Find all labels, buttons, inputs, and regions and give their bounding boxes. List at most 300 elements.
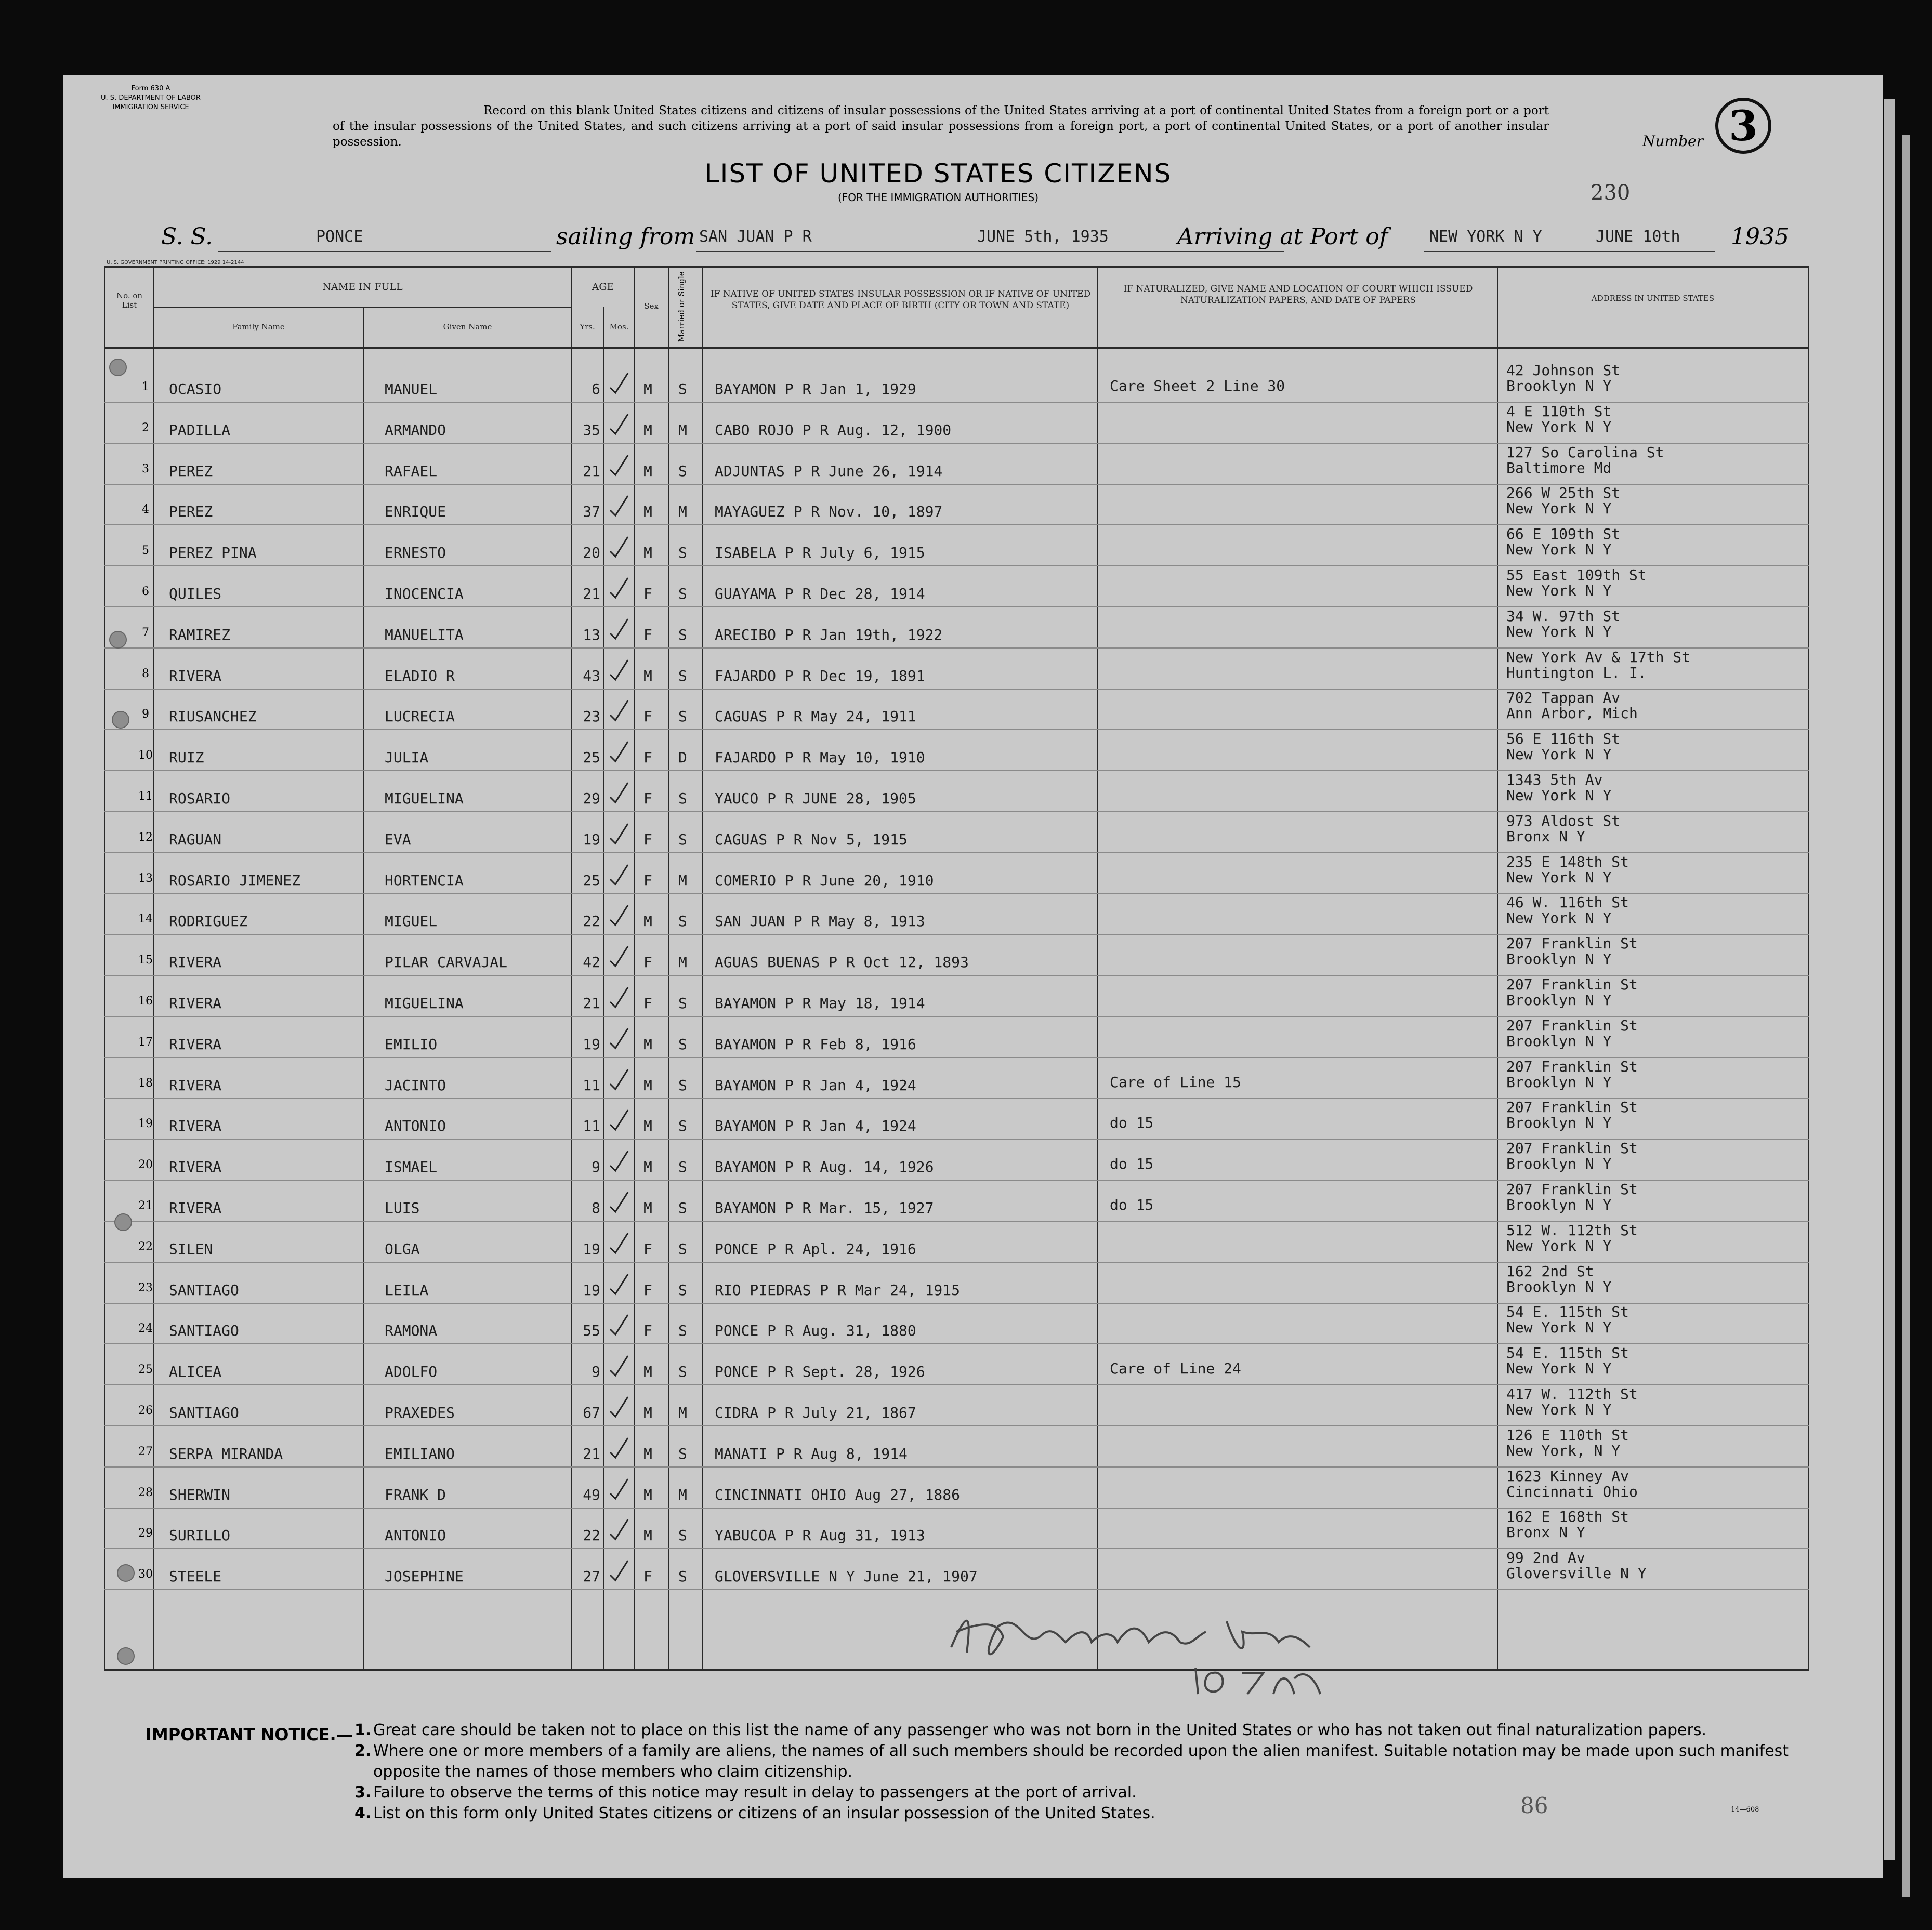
marital-status: S	[678, 1527, 687, 1544]
address-line-2: Brooklyn N Y	[1506, 377, 1612, 394]
family-name: SURILLO	[169, 1527, 231, 1544]
address-line-1: 1623 Kinney Av	[1506, 1467, 1629, 1485]
birth-place-date: ISABELA P R July 6, 1915	[715, 544, 925, 562]
given-name: ENRIQUE	[385, 503, 446, 521]
ss-label: S. S.	[161, 223, 213, 250]
address-line-2: New York N Y	[1506, 1237, 1612, 1254]
address-line-2: Brooklyn N Y	[1506, 1114, 1612, 1132]
age-years: 22	[583, 1527, 600, 1544]
check-mark	[608, 454, 630, 477]
given-name: MIGUELINA	[385, 995, 464, 1012]
age-years: 23	[583, 708, 600, 725]
address-line-2: Brooklyn N Y	[1506, 992, 1612, 1009]
birth-place-date: BAYAMON P R May 18, 1914	[715, 995, 925, 1012]
sex: M	[643, 421, 652, 439]
birth-place-date: CIDRA P R July 21, 1867	[715, 1404, 916, 1421]
address-line-1: 207 Franklin St	[1506, 1099, 1638, 1116]
marital-status: S	[678, 995, 687, 1012]
form-code-bottom: 14—608	[1731, 1806, 1759, 1814]
notice-item-text: Failure to observe the terms of this notice may result in delay to passengers at the port of arrival.	[373, 1783, 1137, 1802]
printing-code: U. S. GOVERNMENT PRINTING OFFICE: 1929 14-2144	[107, 260, 244, 266]
address-line-2: New York N Y	[1506, 623, 1612, 640]
age-years: 22	[583, 913, 600, 930]
family-name: ROSARIO JIMENEZ	[169, 871, 300, 889]
birth-place-date: CINCINNATI OHIO Aug 27, 1886	[715, 1486, 961, 1503]
notice-item	[354, 1720, 1810, 1741]
age-years: 21	[583, 462, 600, 480]
given-name: OLGA	[385, 1240, 420, 1258]
sailing-from-label: sailing from	[556, 223, 695, 250]
age-years: 19	[583, 1035, 600, 1053]
address-line-2: Baltimore Md	[1506, 459, 1612, 477]
row-number: 10	[138, 749, 153, 762]
address-line-1: 417 W. 112th St	[1506, 1385, 1638, 1403]
marital-status: S	[678, 1117, 687, 1135]
page-title: LIST OF UNITED STATES CITIZENS	[704, 158, 1172, 189]
family-name: STEELE	[169, 1568, 222, 1585]
sheet-edge-far	[1902, 135, 1910, 1897]
given-name: RAMONA	[385, 1322, 438, 1340]
notice-item-text: Where one or more members of a family are aliens, the names of all such members should be recorded upon the alien manifest. Suitable notation may be made upon such manifest opposite the names of those members who claim citizenship.	[373, 1742, 1789, 1781]
given-name: ISMAEL	[385, 1158, 438, 1176]
notice-item-text: Great care should be taken not to place on this list the name of any passenger who was not born in the United States or who has not taken out final naturalization papers.	[373, 1721, 1707, 1739]
row-number: 6	[142, 585, 149, 598]
check-mark	[608, 618, 630, 641]
age-years: 6	[592, 380, 600, 398]
family-name: RIVERA	[169, 667, 222, 684]
marital-status: M	[678, 421, 687, 439]
given-name: MANUELITA	[385, 626, 464, 643]
address-line-1: 702 Tappan Av	[1506, 689, 1621, 707]
ship-underline	[218, 251, 551, 252]
header-sex: Sex	[644, 301, 659, 311]
arrival-date: JUNE 10th	[1596, 228, 1680, 246]
row-number: 24	[138, 1322, 153, 1336]
given-name: JULIA	[385, 749, 429, 766]
check-mark	[608, 823, 630, 845]
age-years: 20	[583, 544, 600, 562]
address-line-2: Bronx N Y	[1506, 827, 1585, 845]
check-mark	[608, 1109, 630, 1132]
address-line-2: New York N Y	[1506, 500, 1612, 518]
age-years: 11	[583, 1117, 600, 1135]
given-name: MANUEL	[385, 380, 438, 398]
check-mark	[608, 864, 630, 887]
address-line-1: 207 Franklin St	[1506, 1140, 1638, 1157]
naturalization-note: do 15	[1110, 1196, 1154, 1213]
marital-status: S	[678, 830, 687, 848]
age-years: 19	[583, 1240, 600, 1258]
birth-place-date: YAUCO P R JUNE 28, 1905	[715, 790, 916, 807]
address-line-2: New York N Y	[1506, 1360, 1612, 1378]
marital-status: S	[678, 1322, 687, 1340]
family-name: ROSARIO	[169, 790, 231, 807]
age-years: 8	[592, 1199, 600, 1217]
row-number: 22	[138, 1240, 153, 1253]
birth-place-date: BAYAMON P R Jan 4, 1924	[715, 1117, 916, 1135]
notice-item-number: 2.	[354, 1742, 372, 1760]
form-number: Form 630 A	[131, 85, 170, 92]
from-port: SAN JUAN P R	[699, 228, 812, 246]
row-number: 18	[138, 1076, 153, 1090]
birth-place-date: FAJARDO P R May 10, 1910	[715, 749, 925, 766]
check-mark	[608, 495, 630, 518]
address-line-1: 207 Franklin St	[1506, 935, 1638, 953]
sex: M	[643, 1035, 652, 1053]
row-number: 26	[138, 1404, 153, 1417]
marital-status: S	[678, 1076, 687, 1094]
number-label: Number	[1642, 133, 1703, 150]
header-bottom-border	[104, 347, 1809, 349]
notice-item	[354, 1803, 1810, 1824]
sex: F	[643, 871, 652, 889]
table-top-border	[104, 266, 1809, 268]
family-name: RIVERA	[169, 1199, 222, 1217]
sex: M	[643, 1117, 652, 1135]
arrival-year: 1935	[1731, 223, 1789, 250]
given-name: RAFAEL	[385, 462, 438, 480]
age-years: 13	[583, 626, 600, 643]
age-years: 42	[583, 954, 600, 971]
address-line-1: 162 2nd St	[1506, 1262, 1594, 1280]
given-name: PILAR CARVAJAL	[385, 954, 508, 971]
col-border-1	[153, 266, 154, 1670]
header-married-single: Married or Single	[677, 271, 686, 342]
given-name: ANTONIO	[385, 1527, 446, 1544]
row-number: 14	[138, 913, 153, 926]
notice-item-number: 1.	[354, 1721, 372, 1739]
arrival-port-underline	[1424, 251, 1715, 252]
address-line-2: Gloversville N Y	[1506, 1565, 1647, 1582]
family-name: SERPA MIRANDA	[169, 1445, 283, 1462]
birth-place-date: YABUCOA P R Aug 31, 1913	[715, 1527, 925, 1544]
given-name: LUCRECIA	[385, 708, 455, 725]
given-name: EMILIO	[385, 1035, 438, 1053]
notice-list	[354, 1720, 1810, 1824]
address-line-2: Brooklyn N Y	[1506, 1196, 1612, 1213]
sex: M	[643, 544, 652, 562]
row-number: 7	[142, 626, 149, 639]
signature-text	[0, 0, 1, 1]
notice-heading: IMPORTANT NOTICE.—	[146, 1725, 353, 1744]
birth-place-date: MAYAGUEZ P R Nov. 10, 1897	[715, 503, 943, 521]
family-name: RIVERA	[169, 995, 222, 1012]
row-number: 13	[138, 871, 153, 885]
address-line-1: 42 Johnson St	[1506, 362, 1621, 379]
marital-status: S	[678, 1240, 687, 1258]
row-number: 17	[138, 1035, 153, 1049]
address-line-1: 55 East 109th St	[1506, 566, 1647, 584]
address-line-1: 235 E 148th St	[1506, 853, 1629, 870]
check-mark	[608, 1068, 630, 1091]
sex: M	[643, 913, 652, 930]
birth-place-date: GLOVERSVILLE N Y June 21, 1907	[715, 1568, 978, 1585]
row-number: 8	[142, 667, 149, 680]
col-border-6	[668, 266, 669, 1670]
check-mark	[608, 945, 630, 968]
birth-place-date: BAYAMON P R Feb 8, 1916	[715, 1035, 916, 1053]
marital-status: S	[678, 380, 687, 398]
address-line-1: New York Av & 17th St	[1506, 648, 1691, 666]
age-years: 37	[583, 503, 600, 521]
row-number: 20	[138, 1158, 153, 1172]
age-years: 25	[583, 749, 600, 766]
from-port-underline	[696, 251, 1284, 252]
given-name: MIGUEL	[385, 913, 438, 930]
family-name: SILEN	[169, 1240, 213, 1258]
check-mark	[608, 1559, 630, 1582]
age-years: 21	[583, 995, 600, 1012]
sex: M	[643, 1158, 652, 1176]
address-line-1: 66 E 109th St	[1506, 525, 1621, 543]
marital-status: M	[678, 954, 687, 971]
address-line-1: 54 E. 115th St	[1506, 1344, 1629, 1362]
age-years: 9	[592, 1158, 600, 1176]
address-line-1: 99 2nd Av	[1506, 1549, 1585, 1567]
birth-place-date: RIO PIEDRAS P R Mar 24, 1915	[715, 1281, 961, 1299]
marital-status: S	[678, 544, 687, 562]
family-name: PADILLA	[169, 421, 231, 439]
address-line-1: 207 Franklin St	[1506, 1016, 1638, 1034]
birth-place-date: CAGUAS P R May 24, 1911	[715, 708, 916, 725]
family-name: SANTIAGO	[169, 1322, 239, 1340]
sex: F	[643, 954, 652, 971]
header-name-in-full: NAME IN FULL	[322, 281, 403, 293]
page-subtitle: (FOR THE IMMIGRATION AUTHORITIES)	[837, 191, 1039, 204]
birth-place-date: ADJUNTAS P R June 26, 1914	[715, 462, 943, 480]
check-mark	[608, 1232, 630, 1255]
marital-status: S	[678, 1568, 687, 1585]
age-years: 21	[583, 585, 600, 602]
punch-hole	[109, 631, 127, 649]
address-line-2: New York N Y	[1506, 868, 1612, 886]
family-name: RAGUAN	[169, 830, 222, 848]
age-years: 25	[583, 871, 600, 889]
address-line-1: 512 W. 112th St	[1506, 1221, 1638, 1239]
department-label: U. S. DEPARTMENT OF LABOR	[101, 94, 201, 102]
header-address: ADDRESS IN UNITED STATES	[1591, 294, 1715, 303]
marital-status: D	[678, 749, 687, 766]
check-mark	[608, 1273, 630, 1296]
given-name: JACINTO	[385, 1076, 446, 1094]
given-name: FRANK D	[385, 1486, 446, 1503]
address-line-1: 127 So Carolina St	[1506, 443, 1664, 461]
birth-place-date: AGUAS BUENAS P R Oct 12, 1893	[715, 954, 969, 971]
row-number: 16	[138, 995, 153, 1008]
birth-place-date: CAGUAS P R Nov 5, 1915	[715, 830, 908, 848]
row-number: 5	[142, 544, 149, 558]
arrival-port: NEW YORK N Y	[1429, 228, 1542, 246]
row-number: 23	[138, 1281, 153, 1294]
col-border-10	[1808, 266, 1809, 1670]
col-border-7	[702, 266, 703, 1670]
family-name: PEREZ PINA	[169, 544, 257, 562]
address-line-2: Brooklyn N Y	[1506, 1032, 1612, 1050]
sex: M	[643, 1486, 652, 1503]
given-name: HORTENCIA	[385, 871, 464, 889]
address-line-1: 4 E 110th St	[1506, 402, 1612, 420]
naturalization-note: do 15	[1110, 1114, 1154, 1132]
check-mark	[608, 699, 630, 722]
marital-status: M	[678, 871, 687, 889]
check-mark	[608, 986, 630, 1009]
sex: F	[643, 1322, 652, 1340]
col-border-4	[603, 307, 604, 1670]
header-given-name: Given Name	[443, 322, 492, 332]
sex: M	[643, 503, 652, 521]
family-name: RIVERA	[169, 1158, 222, 1176]
sex: M	[643, 380, 652, 398]
sex: M	[643, 1445, 652, 1462]
notice-item	[354, 1741, 1810, 1782]
family-name: PEREZ	[169, 462, 213, 480]
family-name: RIVERA	[169, 1117, 222, 1135]
marital-status: S	[678, 1281, 687, 1299]
service-label: IMMIGRATION SERVICE	[112, 103, 189, 111]
check-mark	[608, 1478, 630, 1501]
marital-status: S	[678, 462, 687, 480]
row-number: 28	[138, 1486, 153, 1499]
given-name: INOCENCIA	[385, 585, 464, 602]
marital-status: M	[678, 1486, 687, 1503]
birth-place-date: BAYAMON P R Mar. 15, 1927	[715, 1199, 934, 1217]
header-no-on-list: No. on List	[116, 291, 143, 310]
check-mark	[608, 904, 630, 927]
address-line-2: New York N Y	[1506, 582, 1612, 599]
address-line-2: New York N Y	[1506, 1319, 1612, 1337]
sex: F	[643, 1281, 652, 1299]
address-line-2: Huntington L. I.	[1506, 664, 1647, 681]
age-years: 55	[583, 1322, 600, 1340]
sex: M	[643, 1527, 652, 1544]
address-line-2: New York N Y	[1506, 418, 1612, 435]
marital-status: S	[678, 1363, 687, 1381]
sex: M	[643, 462, 652, 480]
check-mark	[608, 1191, 630, 1214]
birth-place-date: SAN JUAN P R May 8, 1913	[715, 913, 925, 930]
sheet-edge-right	[1884, 99, 1895, 1860]
row-number: 4	[142, 503, 149, 517]
marital-status: S	[678, 667, 687, 684]
age-years: 19	[583, 1281, 600, 1299]
marital-status: S	[678, 1158, 687, 1176]
address-line-1: 54 E. 115th St	[1506, 1303, 1629, 1321]
notice-item-text: List on this form only United States citizens or citizens of an insular possession of the United States.	[373, 1804, 1155, 1822]
stamp-number-bottom: 86	[1520, 1793, 1548, 1818]
sex: M	[643, 1404, 652, 1421]
sex: F	[643, 1568, 652, 1585]
check-mark	[608, 1027, 630, 1050]
birth-place-date: BAYAMON P R Jan 4, 1924	[715, 1076, 916, 1094]
naturalization-note: do 15	[1110, 1155, 1154, 1173]
col-border-9	[1497, 266, 1498, 1670]
marital-status: S	[678, 1199, 687, 1217]
col-border-8	[1097, 266, 1098, 1670]
sex: M	[643, 667, 652, 684]
col-border-0	[104, 266, 105, 1670]
age-years: 35	[583, 421, 600, 439]
family-name: RIVERA	[169, 954, 222, 971]
marital-status: S	[678, 1035, 687, 1053]
age-years: 21	[583, 1445, 600, 1462]
given-name: ARMANDO	[385, 421, 446, 439]
family-name: RAMIREZ	[169, 626, 231, 643]
punch-hole	[109, 359, 127, 376]
row-number: 25	[138, 1363, 153, 1377]
notice-item-number: 4.	[354, 1804, 372, 1822]
birth-place-date: CABO ROJO P R Aug. 12, 1900	[715, 421, 952, 439]
address-line-1: 1343 5th Av	[1506, 771, 1603, 788]
check-mark	[608, 659, 630, 682]
given-name: EVA	[385, 830, 411, 848]
header-yrs: Yrs.	[580, 322, 595, 332]
age-years: 19	[583, 830, 600, 848]
address-line-2: Ann Arbor, Mich	[1506, 705, 1638, 722]
family-name: RUIZ	[169, 749, 204, 766]
row-number: 3	[142, 462, 149, 475]
family-name: RIUSANCHEZ	[169, 708, 257, 725]
birth-place-date: BAYAMON P R Aug. 14, 1926	[715, 1158, 934, 1176]
departure-date: JUNE 5th, 1935	[977, 228, 1109, 246]
row-number: 27	[138, 1445, 153, 1458]
check-mark	[608, 1150, 630, 1173]
inspector-signature	[936, 1590, 1331, 1699]
header-age: AGE	[592, 281, 614, 293]
check-mark	[608, 372, 630, 395]
check-mark	[608, 536, 630, 559]
address-line-2: New York N Y	[1506, 541, 1612, 559]
address-line-1: 56 E 116th St	[1506, 730, 1621, 748]
given-name: ADOLFO	[385, 1363, 438, 1381]
address-line-2: New York, N Y	[1506, 1442, 1621, 1459]
row-number: 30	[138, 1568, 153, 1581]
address-line-1: 207 Franklin St	[1506, 976, 1638, 993]
birth-place-date: GUAYAMA P R Dec 28, 1914	[715, 585, 925, 602]
form-id-block	[73, 84, 229, 112]
family-name: SHERWIN	[169, 1486, 231, 1503]
ship-name: PONCE	[316, 228, 363, 246]
marital-status: S	[678, 1445, 687, 1462]
birth-place-date: COMERIO P R June 20, 1910	[715, 871, 934, 889]
check-mark	[608, 1518, 630, 1541]
family-name: RIVERA	[169, 1035, 222, 1053]
given-name: JOSEPHINE	[385, 1568, 464, 1585]
notice-item	[354, 1782, 1810, 1803]
check-mark	[608, 413, 630, 436]
address-line-2: New York N Y	[1506, 746, 1612, 763]
check-mark	[608, 1396, 630, 1419]
naturalization-note: Care Sheet 2 Line 30	[1110, 377, 1285, 394]
given-name: MIGUELINA	[385, 790, 464, 807]
header-family-name: Family Name	[232, 322, 285, 332]
birth-place-date: BAYAMON P R Jan 1, 1929	[715, 380, 916, 398]
header-naturalization: IF NATURALIZED, GIVE NAME AND LOCATION OF COURT WHICH ISSUED NATURALIZATION PAPERS, AND DATE OF PAPERS	[1123, 284, 1473, 306]
address-line-2: Brooklyn N Y	[1506, 1073, 1612, 1091]
sex: F	[643, 1240, 652, 1258]
marital-status: S	[678, 913, 687, 930]
sex: M	[643, 1199, 652, 1217]
check-mark	[608, 782, 630, 804]
arriving-label: Arriving at Port of	[1177, 223, 1388, 250]
sex: F	[643, 626, 652, 643]
address-line-1: 126 E 110th St	[1506, 1426, 1629, 1444]
punch-hole	[117, 1647, 135, 1665]
address-line-1: 973 Aldost St	[1506, 812, 1621, 829]
family-name: SANTIAGO	[169, 1404, 239, 1421]
given-name: ELADIO R	[385, 667, 455, 684]
age-years: 29	[583, 790, 600, 807]
stamp-number-top: 230	[1591, 181, 1631, 205]
